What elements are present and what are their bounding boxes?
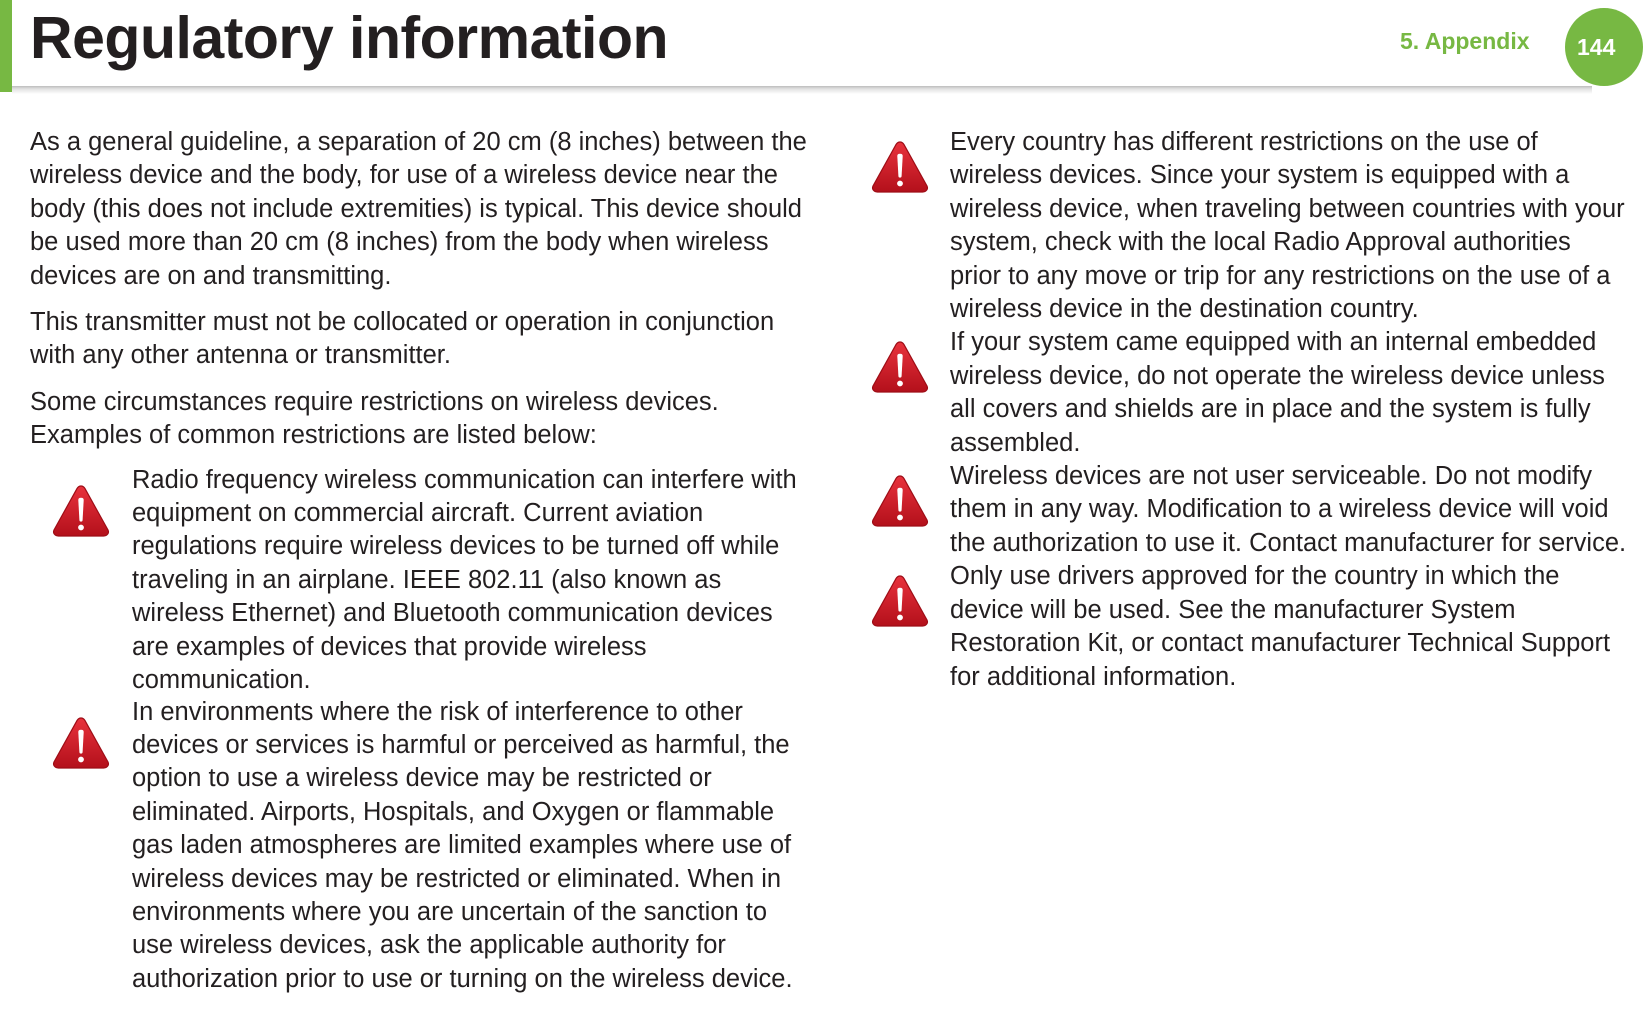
warning-note [868,560,1628,694]
page-title: Regulatory information [30,5,669,71]
warning-text: Only use drivers approved for the country in which the device will be used. See the manufacturer System Restoration Kit, or contact manufacturer Technical Support for additional information. [950,562,1611,691]
warning-icon [871,474,929,528]
warning-icon [871,340,929,394]
warning-note [868,126,1628,326]
header-accent-bar [0,0,12,92]
warning-text: Every country has different restrictions on the use of wireless devices. Since your system is equipped with a wireless device, when traveling between countries with your system, check with the local Radio Approval authorities prior to any move or trip for any restrictions on the use of a wireless device in the destination country. [950,128,1625,324]
section-label: 5. Appendix [1400,28,1530,54]
warning-note [30,696,810,997]
paragraph: This transmitter must not be collocated or operation in conjunction with any other antenna or transmitter. [30,308,775,370]
page-number-badge: 144 [1565,8,1643,86]
paragraph: Some circumstances require restrictions on wireless devices. Examples of common restrictions are listed below: [30,387,719,450]
warning-text: Wireless devices are not user serviceable. Do not modify them in any way. Modification to a wireless device will void the authorization to use it. Contact manufacturer for service. [950,462,1627,557]
warning-icon [871,140,929,194]
paragraph: As a general guideline, a separation of 20 cm (8 inches) between the wireless device and the body, for use of a wireless device near the body (this does not include extremities) is typical. This device should be used more than 20 cm (8 inches) from the body when wireless devices are on and transmitting. [30,128,807,290]
warning-text: If your system came equipped with an internal embedded wireless device, do not operate the wireless device unless all covers and shields are in place and the system is fully assembled. [950,328,1605,457]
warning-note [868,460,1628,560]
warning-icon [52,484,110,538]
warning-icon [52,716,110,770]
header-divider [12,86,1592,94]
warning-note [30,464,810,698]
warning-note [868,326,1628,460]
warning-text: In environments where the risk of interference to other devices or services is harmful or perceived as harmful, the option to use a wireless device may be restricted or eliminated. Airports, Hospitals, and Oxygen or flammable gas laden atmospheres are limited examples where use of wireless devices may be restricted or eliminated. When in environments where you are uncertain of the sanction to use wireless devices, ask the applicable authority for authorization prior to use or turning on the wireless device. [132,697,793,993]
left-column [30,126,810,996]
warning-text: Radio frequency wireless communication can interfere with equipment on commercial aircraft. Current aviation regulations require wireless devices to be turned off while traveling in an airplane. IEEE 802.11 (also known as wireless Ethernet) and Bluetooth communication devices are examples of devices that provide wireless communication. [132,465,797,695]
warning-icon [871,574,929,628]
right-column [868,126,1628,694]
